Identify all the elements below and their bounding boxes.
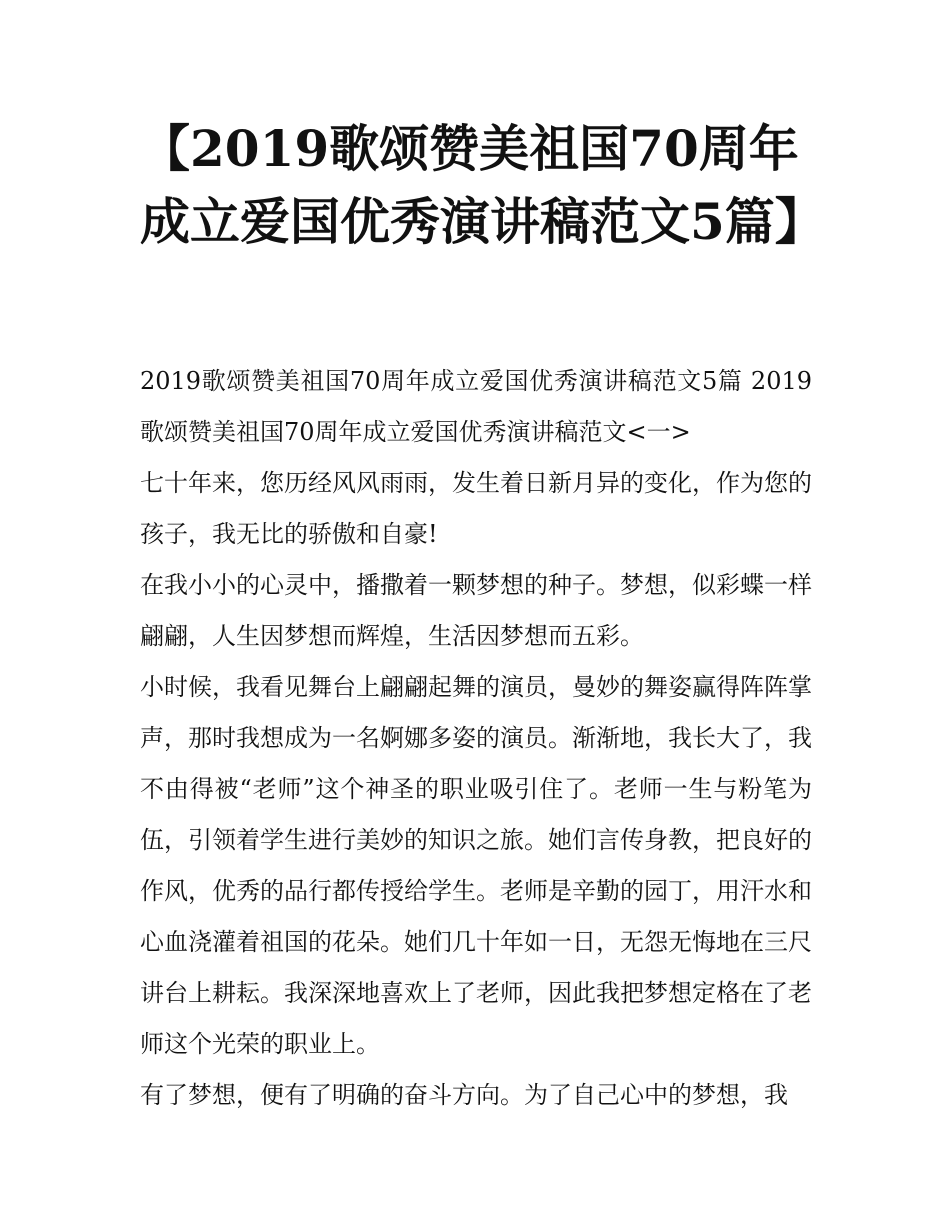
- paragraph-4: 有了梦想，便有了明确的奋斗方向。为了自己心中的梦想，我: [140, 1081, 788, 1109]
- paragraph-3: 小时候，我看见舞台上翩翩起舞的演员，曼妙的舞姿赢得阵阵掌声，那时我想成为一名婀娜多姿的演员。渐渐地，我长大了，我不由得被“老师”这个神圣的职业吸引住了。老师一生与粉笔为伍，引领着学生进行美妙的知识之旅。她们言传身教，把良好的作风，优秀的品行都传授给学生。老师是辛勤的园丁，用汗水和心血浇灌着祖国的花朵。她们几十年如一日，无怨无悔地在三尺讲台上耕耘。我深深地喜欢上了老师，因此我把梦想定格在了老师这个光荣的职业上。: [140, 673, 812, 1058]
- paragraph-intro: 2019歌颂赞美祖国70周年成立爱国优秀演讲稿范文5篇 2019歌颂赞美祖国70周年成立爱国优秀演讲稿范文<一>: [140, 367, 812, 446]
- document-title: 【2019歌颂赞美祖国70周年成立爱国优秀演讲稿范文5篇】: [140, 119, 825, 251]
- paragraph-1: 七十年来，您历经风风雨雨，发生着日新月异的变化，作为您的孩子，我无比的骄傲和自豪!: [140, 469, 812, 548]
- document-body: [140, 356, 812, 1121]
- paragraph-2: 在我小小的心灵中，播撒着一颗梦想的种子。梦想，似彩蝶一样翩翩，人生因梦想而辉煌，生活因梦想而五彩。: [140, 571, 812, 650]
